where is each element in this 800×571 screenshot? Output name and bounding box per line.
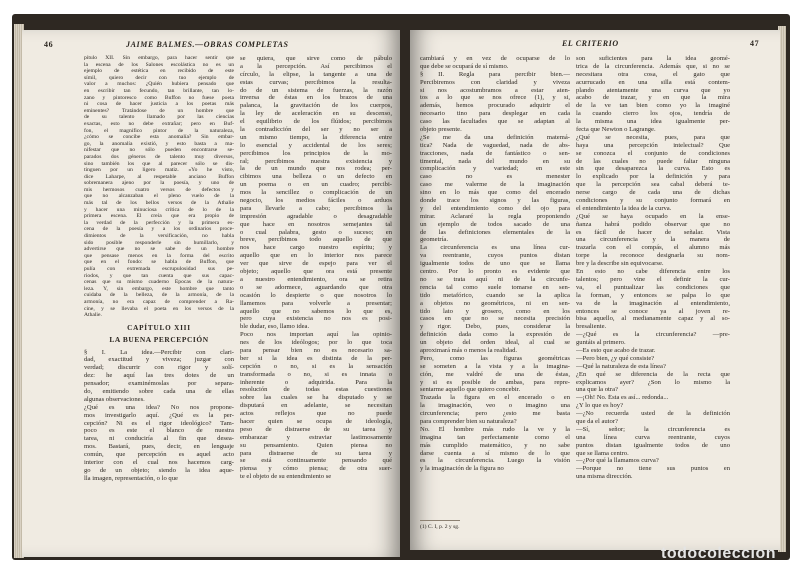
- left-col2-line: cibimos una belleza o un defecto en: [240, 173, 392, 181]
- left-col2-line: para distraerse de su tarea y: [240, 449, 392, 457]
- right-col2-line: son suficientes para la idea geomé-: [576, 55, 730, 62]
- left-col1-bottom-line: tarea, ni conduciría al fin que desea-: [84, 435, 234, 443]
- left-col2-line: peso de distraerse de su tarea y: [240, 425, 392, 433]
- right-col2-line: entonces se conoce ya al joven re-: [576, 307, 730, 315]
- left-col1-top-line: la verdad de la perfección y la primera es-: [84, 219, 234, 226]
- left-col2-line: se quiera, que sirve como de pábulo: [240, 55, 392, 62]
- left-col2-line: ocasión lo despierte o que nosotros lo: [240, 291, 392, 299]
- right-page: [410, 30, 780, 550]
- right-col2-line: lo explicado por la definición y para: [576, 173, 730, 181]
- left-col2-line: ral; percibimos nuestra existencia y: [240, 157, 392, 165]
- right-col2-line: es fácil de hacer de señalar. Vista: [576, 228, 730, 236]
- left-col1-top-line: pítulo XII. Sin embargo, para hacer sentir que: [84, 55, 234, 61]
- right-col2-line: explicamos ayer? ¿Son lo mismo la: [576, 378, 730, 386]
- right-col2-line: fecta que Newton o Lagrange.: [576, 126, 656, 134]
- right-col1-line: La circunferencia es una línea cur-: [420, 244, 570, 252]
- left-col2-line: Poco nos importan aquí las opinio-: [240, 331, 392, 339]
- left-col1-top-line: armonía, no era capaz de comprender a Ra-: [84, 298, 234, 305]
- left-col2-line: actos reflejos que no puede: [240, 410, 392, 418]
- right-col1-line: tido lato y grosero, como en los: [420, 307, 570, 315]
- left-col2-line: negocio, los medios fáciles o arduos: [240, 197, 392, 205]
- right-col1-line: tracciones, nada de fantástico o sen-: [420, 149, 570, 157]
- right-col2-line: ¿Qué se haya ocupado en la ense-: [576, 212, 730, 220]
- footnote: (1) C. I, p. 2 y sg.: [420, 524, 460, 530]
- right-col2-line: trazarla con el compás, el alumno más: [576, 244, 730, 252]
- right-col2-line: que da el autor?: [576, 417, 618, 425]
- left-col1-top-line: pulía con extremada escrupulosidad sus pe-: [84, 266, 234, 272]
- left-col2-line: para pensar bien no es necesario sa-: [240, 346, 392, 354]
- right-col2-line: una misma dirección.: [576, 473, 633, 481]
- footnote-rule: [420, 520, 460, 521]
- right-col1-line: sentarme aquello que quiero concebir.: [420, 386, 521, 394]
- right-col2-line: el entendimiento la idea de la curva.: [576, 204, 672, 212]
- right-col2-line: condiciones y su conjunto formará en: [576, 197, 730, 205]
- right-col1-line: donde trace los signos y las figuras,: [420, 197, 570, 205]
- right-col1-line: centro. Por lo pronto es evidente que: [420, 268, 570, 276]
- right-col2-line: se conozca el conjunto de condiciones: [576, 149, 730, 157]
- left-col1-top-line: sido posible responderle sin humillarlo, y: [84, 239, 234, 246]
- left-col2-line: un mismo tiempo, la diferencia entre: [240, 133, 392, 141]
- left-col1-bottom-line: algunas observaciones.: [84, 395, 145, 403]
- right-col1-line: ¿Se me da una definición matemá-: [420, 133, 570, 141]
- right-col2-line: va de la imaginación al entendimiento,: [576, 299, 730, 307]
- right-col2-line: —¡Oh! No. Ésta es así... redonda...: [576, 394, 669, 402]
- left-col1-bottom-line: go de un objeto; siendo la idea aque-: [84, 466, 234, 474]
- right-col2-line: puntos distan igualmente todos de uno: [576, 441, 730, 449]
- left-col1-top-line: eminentes? Tratándose de un hombre que: [84, 107, 234, 114]
- watermark: todocoleccion: [661, 545, 776, 562]
- left-col1-top-line: sobremanera ajeno por la poesía, y uno de: [84, 180, 234, 187]
- left-col2-line: círculo, la elipse, la tangente a una de: [240, 70, 392, 78]
- right-col2-line: la forman, y entonces se palpa lo que: [576, 291, 730, 299]
- right-col1-line: geometría.: [420, 236, 449, 244]
- left-col2-line: resolución de todas estas cuestiones: [240, 386, 392, 394]
- right-column-2: [576, 55, 730, 481]
- left-col2-line: nes de los ideólogos; por lo que toca: [240, 339, 392, 347]
- left-col1-top-line: parados dos géneros de talento muy diversos,: [84, 153, 234, 160]
- right-col2-line: una línea curva reentrante, cuyos: [576, 433, 730, 441]
- left-col1-top-line: ¿cómo se concibe esta anomalía? Sin embar-: [84, 134, 234, 141]
- left-col1-top-line: símil, quiero decir con tuo ejemplo de: [84, 74, 234, 81]
- left-col1-bottom-line: cepción? Ni es el rigor ideológico? Tam-: [84, 419, 234, 427]
- left-col2-line: breve, percibimos todo aquello de que: [240, 236, 392, 244]
- left-col2-line: do de un sistema de fuerzas, la razón: [240, 86, 392, 94]
- left-col1-top-line: sino también los que al parecer sólo se dis-: [84, 160, 234, 167]
- right-col1-line: igualmente todos de uno que se llama: [420, 260, 570, 268]
- right-col1-line: y del entendimiento como del ojo para: [420, 204, 570, 212]
- right-col1-line: casos en que no se necesita precisión: [420, 315, 570, 323]
- left-col2-line: ble dudar, eso, llamo idea.: [240, 323, 310, 331]
- right-col1-line: si nos acostumbramos a estar aten-: [420, 86, 570, 94]
- right-col1-line: además, hemos procurado adquirir el: [420, 102, 570, 110]
- left-col1-bottom-line: común, que percepción es aquel acto: [84, 451, 234, 459]
- left-col2-line: palanca, la gravitación de los cuerpos,: [240, 102, 392, 110]
- right-col2-line: necesitara otra cosa, el gato que: [576, 70, 730, 78]
- left-col2-line: embarazar y estraviar lastimosamente: [240, 433, 392, 441]
- right-col2-line: acabo de trazar, y en que la mira: [576, 94, 730, 102]
- left-col2-line: aquello que en lo interior nos parece: [240, 252, 392, 260]
- right-col1-line: aproximará más o menos la realidad.: [420, 346, 518, 354]
- right-col1-line: a objetos no geométricos, ni en sen-: [420, 299, 570, 307]
- left-col1-bottom-line: § I. La idea.—Percibir con clari-: [84, 348, 234, 356]
- left-col1-top-line: mis hermosos cuatro versos de defectos y: [84, 186, 234, 193]
- right-col1-line: tica? Nada de vaguedad, nada de abs-: [420, 141, 570, 149]
- left-col1-top-line: que en el fondo: se habla de Buffon, que: [84, 259, 234, 266]
- right-col1-line: sino en lo más que como del encerado: [420, 189, 570, 197]
- right-col2-line: la cuando cierro los ojos, tendría de: [576, 110, 730, 118]
- left-col2-line: sobre las cuales se ha disputado y se: [240, 394, 392, 402]
- left-col1-top-line: cuidaba de la belleza, de la armonía, de la: [84, 292, 234, 299]
- right-col2-line: —Qué la naturaleza de esta línea?: [576, 362, 666, 370]
- right-col1-line: tido metafórico, cuando se la aplica: [420, 291, 570, 299]
- right-col2-line: haya una percepción intelectual? Que: [576, 141, 730, 149]
- left-col1-bottom-line: do, emitiendo sobre cada una de ellas: [84, 388, 234, 396]
- right-col1-line: para comprender bien su naturaleza?: [420, 417, 517, 425]
- left-col1-top-line: primera escena. Él creía que era propio de: [84, 213, 234, 220]
- left-col2-line: que hace en nosotros semejantes tal: [240, 220, 392, 228]
- left-col1-top-line: advertirse que no se sabe de un hombre: [84, 246, 234, 253]
- left-col2-line: hacer quien se ocupa de ideología,: [240, 417, 392, 425]
- right-col2-line: nerse cargo de cada una de dichas: [576, 189, 730, 197]
- left-col1-bottom-line: ¿Qué es una idea? No nos propone-: [84, 403, 234, 411]
- left-col1-top-line: exactas, esto no debe extrañar; pero en Buf-: [84, 120, 234, 127]
- left-col2-line: transformada o no, si es innata o: [240, 370, 392, 378]
- left-col1-top-line: cena de la poesía y a los ordinarios proce-: [84, 226, 234, 233]
- left-page: [22, 30, 400, 557]
- right-col1-line: definición dada como la expresión de: [420, 331, 570, 339]
- left-col2-line: el equilibrio de los flúidos; percibimos: [240, 118, 392, 126]
- right-col1-line: darse cuenta a sí mismo de lo que: [420, 449, 570, 457]
- left-col1-top-line: riodos, y que tan cuenta que sus capac-: [84, 272, 234, 279]
- left-col2-line: inversa de éstas en los brazos de una: [240, 94, 392, 102]
- right-col1-line: y rigor. Debo, pues, considerar la: [420, 323, 570, 331]
- left-col2-line: impresión agradable o desagradable: [240, 212, 392, 220]
- left-col1-top-line: más tal de los bellos versos de la Athalie: [84, 200, 234, 207]
- left-col2-line: percibimos los principios de la mo-: [240, 149, 392, 157]
- left-col1-top-line: dice Laharpe, al respetable anciano Buffon: [84, 173, 234, 180]
- previous-chapter-text: [84, 55, 234, 319]
- left-col1-bottom-line: verdad; discurrir con rigor y solí-: [84, 364, 234, 372]
- left-col2-line: ber si la idea es distinta de la per-: [240, 354, 392, 362]
- right-col2-line: talentos; pero vine el definir la cur-: [576, 275, 730, 283]
- left-column-1: [84, 55, 234, 483]
- right-col2-line: ¿En qué se diferencia de la recta que: [576, 370, 730, 378]
- right-col1-line: no se trata aquí ni de la circunfe-: [420, 275, 570, 283]
- right-col1-line: rencia tal como suele tomarse en sen-: [420, 283, 570, 291]
- chapter-body-text: [84, 349, 234, 483]
- right-col2-line: torpe la reconoce designarla su nom-: [576, 252, 730, 260]
- left-col1-top-line: ejemplo de estética en recibido de este: [84, 68, 234, 75]
- left-col2-line: inherente o adquirida. Para la: [240, 378, 392, 386]
- left-col1-top-line: dimientos de la versificación, no habla: [84, 233, 234, 240]
- left-col2-line: estas curvas; percibimos la resulta-: [240, 78, 392, 86]
- left-col2-line: te el objeto de su entendimiento se: [240, 473, 332, 481]
- left-col1-top-line: de su talento llamado por las ciencias: [84, 114, 234, 121]
- right-col1-line: un objeto del orden ideal, al cual se: [420, 339, 570, 347]
- left-col2-line: aquello que no sabemos lo que es,: [240, 307, 392, 315]
- right-col2-line: —¿Por qué la llamamos curva?: [576, 457, 659, 465]
- right-page-number: 47: [750, 39, 760, 48]
- left-col1-top-line: tinguen por un ligero matiz. «Yo he visto,: [84, 167, 234, 174]
- right-col1-line: y si es posible de ambas, para repre-: [420, 378, 570, 386]
- left-col2-line: su pensamiento. Quien piensa no: [240, 441, 392, 449]
- left-col1-top-line: Athalie.: [84, 312, 102, 319]
- right-col1-line: la imaginación, veo o imagino una: [420, 402, 570, 410]
- right-col2-line: plando atentamente una curva que yo: [576, 86, 730, 94]
- chapter-title: LA BUENA PERCEPCIÓN: [109, 334, 209, 344]
- right-col2-line: —Pero bien, ¿y qué consiste?: [576, 354, 655, 362]
- right-col1-line: es la circunferencia. Luego la visión: [420, 457, 570, 465]
- left-col1-top-line: cine, y se llevaba el poeta en los versos de la: [84, 305, 234, 312]
- left-col1-bottom-line: mos investigarlo aquí. ¿Qué es la per-: [84, 411, 234, 419]
- right-col1-line: un ejemplo de todos sacado de una: [420, 220, 570, 228]
- right-col2-line: sin que desaparezca la curva. Esto es: [576, 165, 730, 173]
- right-col2-line: ¿Y lo que es hoy?: [576, 402, 623, 410]
- right-col2-line: que se llama centro.: [576, 449, 629, 457]
- left-col1-bottom-line: lla imagen, representación, o lo que: [84, 474, 178, 482]
- right-col1-line: tos a lo que se nos ofrece (1), y si,: [420, 94, 570, 102]
- left-col1-top-line: que no alcanzaban el pleno vuelo de la: [84, 193, 234, 200]
- left-col2-line: lo esencial y accidental de los seres;: [240, 141, 392, 149]
- right-col2-line: ñanza habrá podido observar que no: [576, 220, 730, 228]
- left-col2-line: a la percepción. Así percibimos el: [240, 62, 392, 70]
- left-col1-bottom-line: pensador; examinémoslas por separa-: [84, 380, 234, 388]
- right-col1-line: Percibiremos con claridad y viveza: [420, 78, 570, 86]
- right-col1-line: imagina tan perfectamente como el: [420, 433, 570, 441]
- left-col1-bottom-line: dez: he aquí las tres dotes de un: [84, 372, 234, 380]
- right-col2-line: —¿No recuerda usted de la definición: [576, 410, 730, 418]
- left-col1-top-line: leza. Y, sin embargo, este hombre que tanto: [84, 285, 234, 292]
- right-col2-line: —¿Qué es la circunferencia? —pre-: [576, 331, 730, 339]
- left-col2-line: mos la sencillez o complicación de un: [240, 189, 392, 197]
- right-col1-line: va reentrante, cuyos puntos distan: [420, 252, 570, 260]
- right-col1-line: de las definiciones elementales de la: [420, 228, 570, 236]
- right-col2-line: ¿Qué se necesita, pues, para que: [576, 133, 730, 141]
- right-col1-line: § II. Regla para percibir bien.—: [420, 70, 570, 78]
- right-col1-line: timental, nada del mundo en su: [420, 157, 570, 165]
- left-col1-bottom-line: mos. Bastará, pues, decir, en lenguaje: [84, 443, 234, 451]
- left-running-head: JAIME BALMES.—OBRAS COMPLETAS: [126, 40, 289, 49]
- right-col1-line: Pero, como las figuras geométricas: [420, 354, 570, 362]
- left-col2-line: para llevarle a cabo; percibimos la: [240, 204, 392, 212]
- right-running-head: EL CRITERIO: [562, 39, 619, 48]
- right-col1-line: que debe se ocupará de sí mismo.: [420, 62, 509, 70]
- right-col2-line: bisa aquello, al medianamente capaz y al so-: [576, 315, 730, 323]
- chapter-label: CAPÍTULO XIII: [127, 323, 191, 332]
- right-col2-line: va, el puntualizar las condiciones que: [576, 283, 730, 291]
- left-col2-line: o se adormece, aguardando que otra: [240, 283, 392, 291]
- left-col1-top-line: cenas que su mismo cuaderno Épocas de la natura-: [84, 279, 234, 286]
- right-col2-line: guntáis al primero.: [576, 339, 626, 347]
- left-col2-line: la ley de aceleración en su descenso,: [240, 110, 392, 118]
- right-col1-line: más cumplido matemático, y no sabe: [420, 441, 570, 449]
- left-page-number: 46: [44, 40, 54, 49]
- right-col2-line: acurrucado en una silla está contem-: [576, 78, 730, 86]
- right-col1-line: complicación y variedad; en este: [420, 165, 570, 173]
- right-col1-line: objeto presente.: [420, 126, 462, 134]
- right-col2-line: bresaliente.: [576, 323, 607, 331]
- right-col2-line: de la ve tan bien como yo la imaginé: [576, 102, 730, 110]
- left-col1-bottom-line: interior con el cual nos hacemos carg-: [84, 459, 234, 467]
- left-col2-line: pero cuya existencia no nos es posi-: [240, 315, 392, 323]
- right-col1-line: se someten a la vista y a la imagina-: [420, 362, 570, 370]
- right-column-1: [420, 55, 570, 473]
- right-col1-line: cambiará y en vez de ocuparse de lo: [420, 55, 570, 62]
- left-col1-top-line: que pensase menos en la forma del escrito: [84, 252, 234, 259]
- left-col1-top-line: ni cosa de hacer justicia a los poetas más: [84, 101, 234, 108]
- left-col1-top-line: en escribir tan fecundo, tan brillante, tan lo-: [84, 87, 234, 94]
- left-col1-bottom-line: dad, exactitud y viveza; juzgar con: [84, 356, 234, 364]
- right-col1-line: necesario tino para desplegar en cada: [420, 110, 570, 118]
- right-col2-line: —Porque no tiene sus puntos en: [576, 465, 730, 473]
- left-col1-bottom-line: poco es este el blanco de nuestra: [84, 427, 234, 435]
- right-col1-line: caso no es menester: [420, 173, 570, 181]
- left-col2-line: llamemos para volverle a presentar;: [240, 299, 392, 307]
- left-col2-line: disputará en adelante, se necesitan: [240, 402, 392, 410]
- left-col2-line: nos hace cargo nuestro espíritu; y: [240, 244, 392, 252]
- left-col2-line: se está continuamente pensando qué: [240, 457, 392, 465]
- left-col2-line: la contradicción del ser y no ser a: [240, 126, 392, 134]
- right-col2-line: que la percepción sea cabal deberá te-: [576, 181, 730, 189]
- left-col2-line: piensa y cómo piensa; de otra suer-: [240, 465, 392, 473]
- right-col1-line: No. El hombre más rudo la ve y la: [420, 425, 570, 433]
- right-col1-line: mirar. Aclararé la regla proponiendo: [420, 212, 570, 220]
- left-col1-top-line: y hacer una minuciosa crítica de lo de la: [84, 206, 234, 213]
- left-col1-top-line: valor a muchos: ¿Quién hubiera pensado que: [84, 81, 234, 88]
- left-col1-top-line: la escena de los Salones escolástica no es un: [84, 61, 234, 68]
- left-col1-top-line: nifestar que no sólo pueden encontrarse se-: [84, 147, 234, 154]
- right-col2-line: trica de la circunferencia. Además que, si no se: [576, 62, 730, 70]
- right-col1-line: circunferencia; pero ¿esto me basta: [420, 410, 570, 418]
- right-col1-line: caso me valerme de la imaginación: [420, 181, 570, 189]
- left-col2-line: a nuestro entendimiento, ora se retira: [240, 275, 392, 283]
- right-col2-line: En esto no cabe diferencia entre los: [576, 268, 730, 276]
- left-col2-line: la de un mundo que nos rodea; per-: [240, 165, 392, 173]
- right-col1-line: y la imaginación de la figura no: [420, 465, 504, 473]
- right-col2-line: la misma una idea igualmente per-: [576, 118, 730, 126]
- left-column-2: [240, 55, 392, 481]
- right-col2-line: —Sí, señor; la circunferencia es: [576, 425, 730, 433]
- left-col2-line: o cual palabra, gesto o suceso; en: [240, 228, 392, 236]
- left-col2-line: ver que sirve de espejo para ver el: [240, 260, 392, 268]
- right-col2-line: una que la otra?: [576, 386, 618, 394]
- left-col2-line: cepción o no, si es la sensación: [240, 362, 392, 370]
- left-col2-line: objeto; aquello que ora está presente: [240, 268, 392, 276]
- right-col2-line: bre y la describe sin equivocarse.: [576, 260, 664, 268]
- right-col1-line: ción, me valdré de una de éstas,: [420, 370, 570, 378]
- right-col2-line: —Es esto que acabo de trazar.: [576, 346, 656, 354]
- right-col1-line: Trazada la figura en el encerado o en: [420, 394, 570, 402]
- left-col1-top-line: fon, el magnífico pintor de la naturaleza,: [84, 127, 234, 134]
- right-col2-line: de las cuales no puede faltar ninguna: [576, 157, 730, 165]
- right-col1-line: caso las facultades que se adaptan al: [420, 118, 570, 126]
- left-col1-top-line: zano y pintoresco como Buffon no fuese poeta: [84, 94, 234, 101]
- right-col2-line: una circunferencia y la manera de: [576, 236, 730, 244]
- left-col1-top-line: go, la anomalía existió, y esto basta a ma-: [84, 140, 234, 147]
- left-col2-line: un poema o en un cuadro; percibi-: [240, 181, 392, 189]
